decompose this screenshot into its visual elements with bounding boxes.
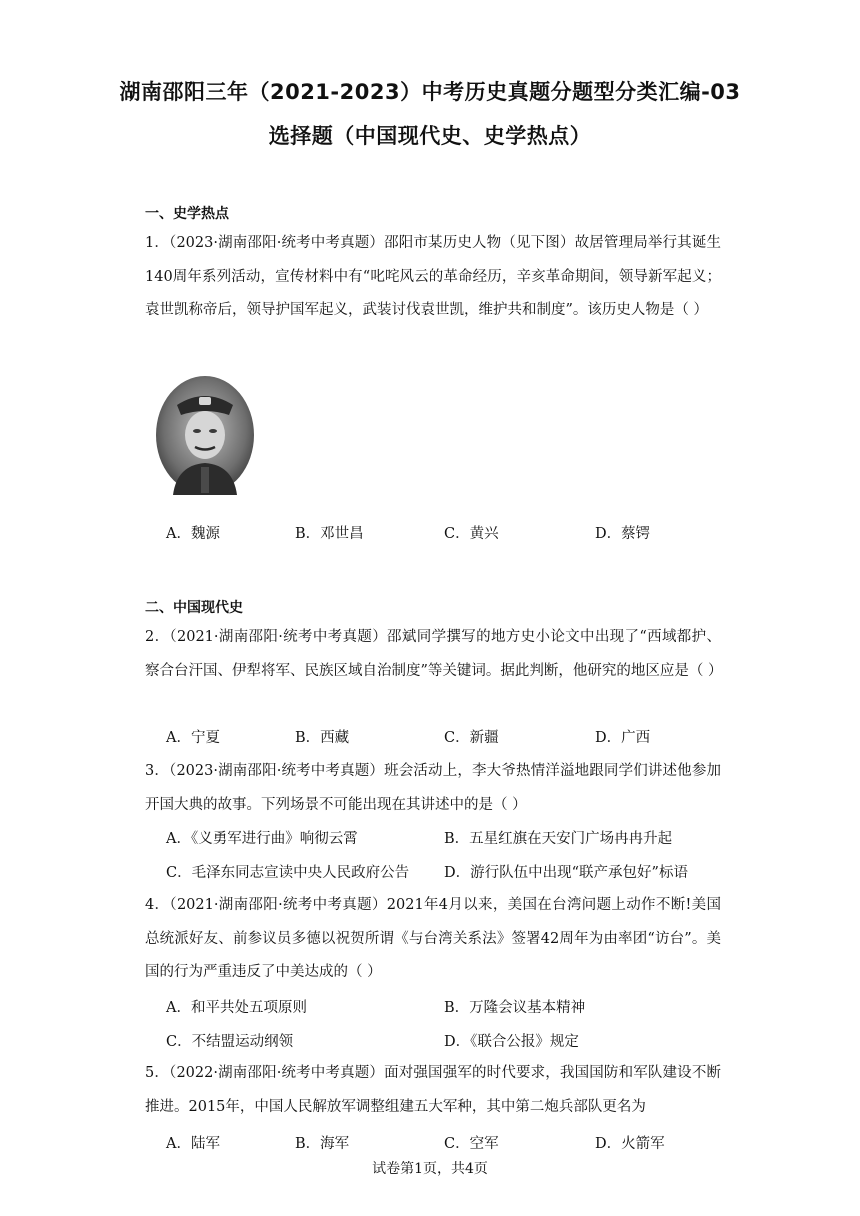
option-b[interactable]: B．万隆会议基本精神 — [444, 1000, 586, 1016]
option-c[interactable]: C．新疆 — [444, 730, 499, 746]
section-heading-modern-chinese-history: 二、中国现代史 — [145, 600, 243, 616]
section-heading-history-hotspots: 一、史学热点 — [145, 206, 229, 222]
option-b[interactable]: B．邓世昌 — [295, 526, 364, 542]
option-a[interactable]: A．陆军 — [166, 1136, 220, 1152]
option-d[interactable]: D．火箭军 — [595, 1136, 665, 1152]
option-c[interactable]: C．毛泽东同志宣读中央人民政府公告 — [166, 865, 410, 881]
option-a[interactable]: A．魏源 — [166, 526, 220, 542]
option-a[interactable]: A．宁夏 — [166, 730, 220, 746]
option-b[interactable]: B．海军 — [295, 1136, 350, 1152]
option-d[interactable]: D．广西 — [595, 730, 651, 746]
option-a[interactable]: A．《义勇军进行曲》响彻云霄 — [166, 831, 358, 847]
option-c[interactable]: C．黄兴 — [444, 526, 499, 542]
option-d[interactable]: D．《联合公报》规定 — [444, 1034, 579, 1050]
question-4-text: 4．（2021·湖南邵阳·统考中考真题）2021年4月以来，美国在台湾问题上动作不断!美国总统派好友、前参议员多德以祝贺所谓《与台湾关系法》签署42周年为由率团“访台”。美国的行为严重违反了中美达成的（ ） — [145, 897, 721, 980]
page-footer: 试卷第1页，共4页 — [372, 1161, 488, 1177]
portrait-image — [155, 375, 255, 495]
question-5-text: 5．（2022·湖南邵阳·统考中考真题）面对强国强军的时代要求，我国国防和军队建设不断推进。2015年，中国人民解放军调整组建五大军种，其中第二炮兵部队更名为 — [145, 1065, 721, 1115]
option-b[interactable]: B．西藏 — [295, 730, 350, 746]
option-c[interactable]: C．不结盟运动纲领 — [166, 1034, 294, 1050]
question-3-text: 3．（2023·湖南邵阳·统考中考真题）班会活动上，李大爷热情洋溢地跟同学们讲述他参加开国大典的故事。下列场景不可能出现在其讲述中的是（ ） — [145, 763, 721, 813]
question-2-text: 2．（2021·湖南邵阳·统考中考真题）邵斌同学撰写的地方史小论文中出现了“西域都护、察合台汗国、伊犁将军、民族区域自治制度”等关键词。据此判断，他研究的地区应是（ ） — [145, 629, 723, 679]
document-title-line-2: 选择题（中国现代史、史学热点） — [268, 124, 592, 148]
option-a[interactable]: A．和平共处五项原则 — [166, 1000, 307, 1016]
document-title-line-1: 湖南邵阳三年（2021-2023）中考历史真题分题型分类汇编-03 — [119, 80, 741, 104]
option-d[interactable]: D．蔡锷 — [595, 526, 651, 542]
option-b[interactable]: B．五星红旗在天安门广场冉冉升起 — [444, 831, 673, 847]
option-c[interactable]: C．空军 — [444, 1136, 499, 1152]
option-d[interactable]: D．游行队伍中出现“联产承包好”标语 — [444, 865, 688, 881]
question-1-text: 1．（2023·湖南邵阳·统考中考真题）邵阳市某历史人物（见下图）故居管理局举行其诞生140周年系列活动，宣传材料中有“叱咤风云的革命经历，辛亥革命期间，领导新军起义；袁世凯称帝后，领导护国军起义，武装讨伐袁世凯，维护共和制度”。该历史人物是（ ） — [145, 235, 721, 318]
